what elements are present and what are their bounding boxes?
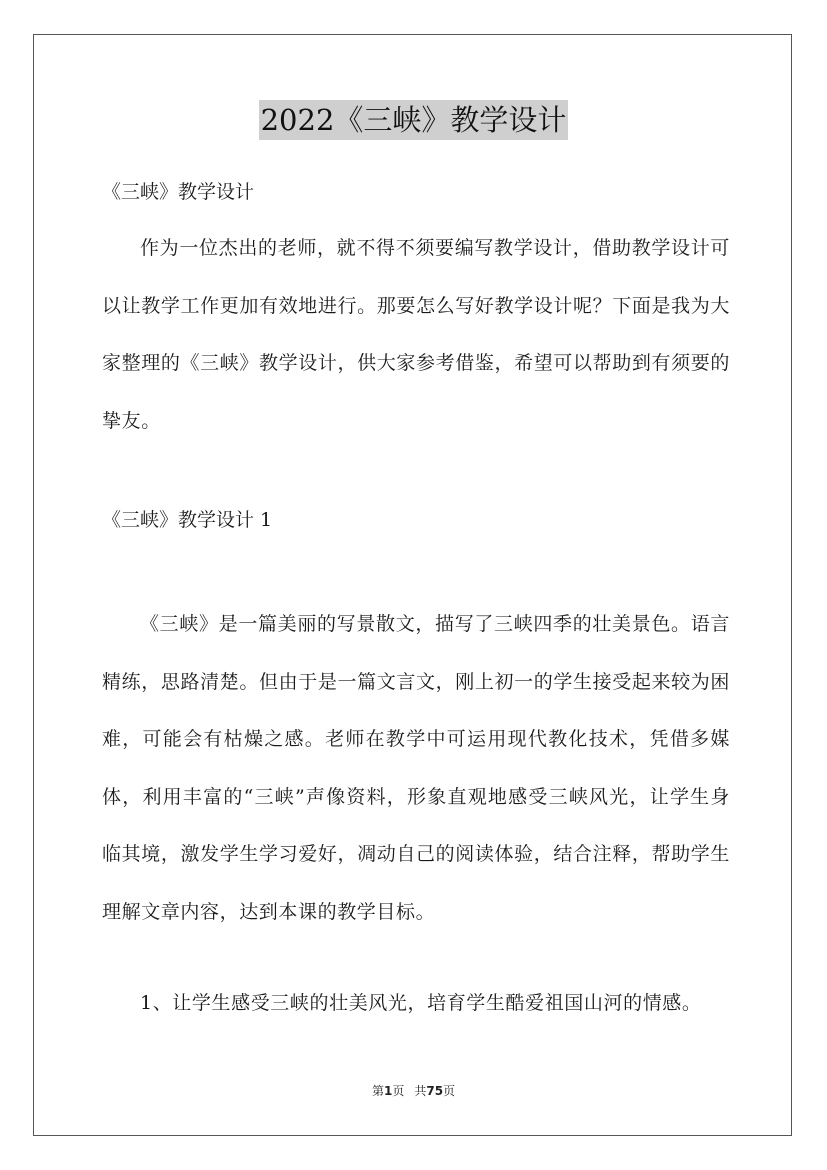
page-number: 1 [383,1084,393,1098]
total-suffix: 页 [443,1084,456,1098]
page-prefix: 第 [371,1084,384,1098]
objective-item: 1、让学生感受三峡的壮美风光，培育学生酷爱祖国山河的情感。 [140,992,702,1014]
section-heading: 《三峡》教学设计 1 [102,509,273,531]
page-footer [0,1082,827,1099]
title-container [0,100,827,140]
intro-paragraph: 作为一位杰出的老师，就不得不须要编写教学设计，借助教学设计可以让教学工作更加有效地进行。那要怎么写好教学设计呢？下面是我为大家整理的《三峡》教学设计，供大家参考借鉴，希望可以帮助到有须要的挚友。 [102,237,730,432]
total-prefix: 共 [414,1084,427,1098]
total-pages: 75 [426,1084,444,1098]
section-paragraph: 《三峡》是一篇美丽的写景散文，描写了三峡四季的壮美景色。语言精练，思路清楚。但由于是一篇文言文，刚上初一的学生接受起来较为困难，可能会有枯燥之感。老师在教学中可运用现代教化技术，凭借多媒体，利用丰富的“三峡”声像资料，形象直观地感受三峡风光，让学生身临其境，激发学生学习爱好，凋动自己的阅读体验，结合注释，帮助学生理解文章内容，达到本课的教学目标。 [102,613,730,923]
document-title: 2022《三峡》教学设计 [259,100,569,140]
document-subtitle: 《三峡》教学设计 [102,181,255,203]
page-suffix: 页 [392,1084,405,1098]
